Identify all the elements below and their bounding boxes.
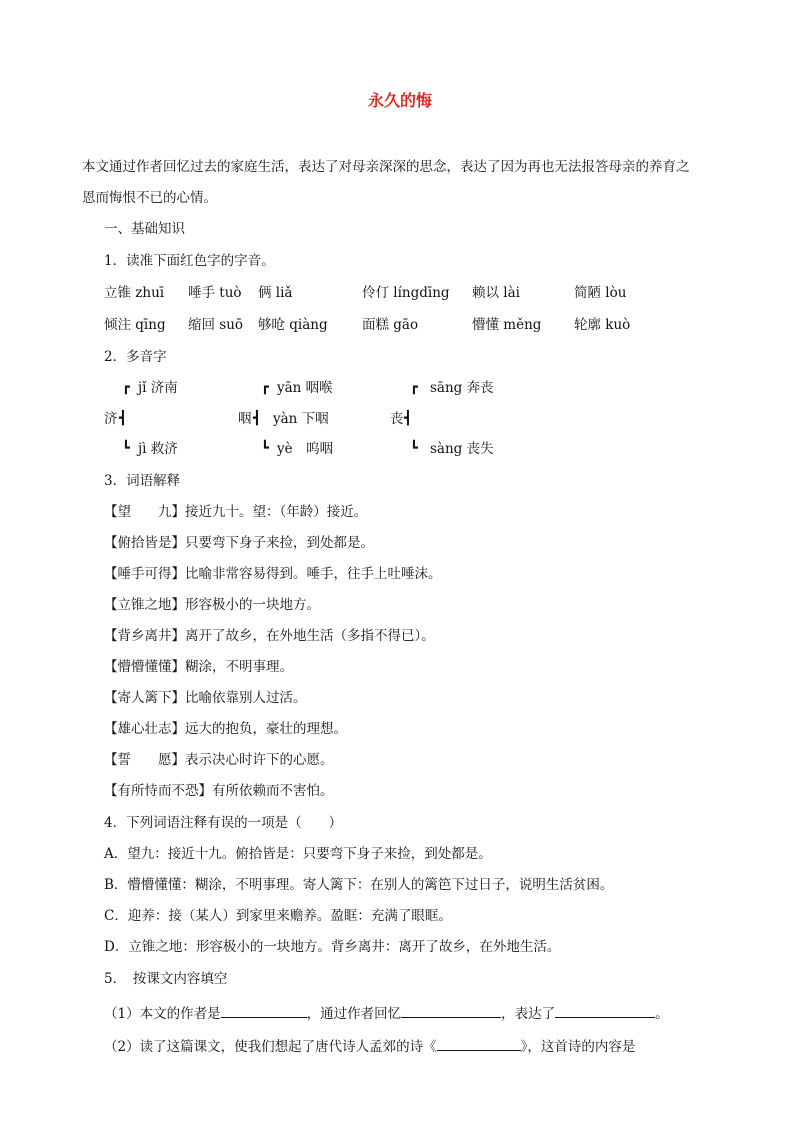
- poem-title-blank[interactable]: [437, 1036, 521, 1051]
- definition-item: 【立锥之地】形容极小的一块地方。: [104, 597, 320, 613]
- q5-sub1: [104, 1003, 669, 1023]
- q4-option-a: A．望九：接近十九。俯拾皆是：只要弯下身子来捡，到处都是。: [104, 846, 492, 862]
- bracket-bottom-icon: ┗: [261, 441, 269, 456]
- pinyin-item: 轮廓 kuò: [574, 317, 631, 333]
- q5-sub1-text-c: ，表达了: [501, 1006, 556, 1022]
- definition-item: 【望 九】接近九十。望：（年龄）接近。: [104, 504, 368, 520]
- q5-sub1-text-d: 。: [655, 1006, 669, 1022]
- polyphone-reading: sāng 奔丧: [430, 380, 494, 396]
- section-heading-basics: 一、基础知识: [104, 221, 185, 237]
- bracket-mid-icon: ┫: [119, 411, 127, 426]
- polyphone-char: 咽: [238, 411, 252, 427]
- bracket-top-icon: ┏: [122, 380, 130, 395]
- definition-item: 【唾手可得】比喻非常容易得到。唾手，往手上吐唾沫。: [104, 566, 442, 582]
- q2-heading: 2．多音字: [104, 349, 167, 365]
- q1-heading: 1．读准下面红色字的字音。: [104, 253, 275, 269]
- document-title: 永久的悔: [367, 91, 432, 110]
- definition-item: 【俯拾皆是】只要弯下身子来捡，到处都是。: [104, 535, 374, 551]
- q5-sub2-text-b: 》，这首诗的内容是: [520, 1039, 636, 1055]
- intro-line-1: 本文通过作者回忆过去的家庭生活，表达了对母亲深深的思念，表达了因为再也无法报答母亲的养育之: [82, 159, 690, 175]
- pinyin-item: 够呛 qiàng: [258, 317, 328, 333]
- bracket-bottom-icon: ┗: [410, 441, 418, 456]
- q4-option-d: D．立锥之地：形容极小的一块地方。背乡离井：离开了故乡，在外地生活。: [104, 939, 561, 955]
- q5-sub1-text-a: （1）本文的作者是: [104, 1006, 221, 1022]
- polyphone-reading: yàn 下咽: [273, 411, 329, 427]
- bracket-top-icon: ┏: [410, 380, 418, 395]
- q4-option-b: B．懵懵懂懂：糊涂，不明事理。寄人篱下：在别人的篱笆下过日子，说明生活贫困。: [104, 877, 614, 893]
- pinyin-item: 面糕 gāo: [362, 317, 419, 333]
- author-blank[interactable]: [221, 1003, 307, 1018]
- definition-item: 【誓 愿】表示决心时许下的心愿。: [104, 752, 334, 768]
- recall-blank[interactable]: [401, 1003, 501, 1018]
- bracket-mid-icon: ┫: [404, 411, 412, 426]
- polyphone-char: 济: [104, 411, 118, 427]
- definition-item: 【懵懵懂懂】糊涂，不明事理。: [104, 659, 293, 675]
- definition-item: 【雄心壮志】远大的抱负，豪壮的理想。: [104, 721, 347, 737]
- q4-heading: 4．下列词语注释有误的一项是（ ）: [104, 815, 343, 831]
- pinyin-item: 缩回 suō: [188, 317, 244, 333]
- bracket-bottom-icon: ┗: [122, 441, 130, 456]
- pinyin-item: 俩 liǎ: [258, 285, 293, 301]
- q4-option-c: C．迎养：接（某人）到家里来赡养。盈眶：充满了眼眶。: [104, 908, 452, 924]
- q5-sub2-text-a: （2）读了这篇课文，使我们想起了唐代诗人孟郊的诗《: [104, 1039, 437, 1055]
- q5-sub1-text-b: ，通过作者回忆: [306, 1006, 402, 1022]
- definition-item: 【有所恃而不恐】有所依赖而不害怕。: [104, 783, 334, 799]
- q5-sub2: [104, 1036, 635, 1056]
- pinyin-item: 赖以 lài: [472, 285, 520, 301]
- q3-heading: 3．词语解释: [104, 473, 181, 489]
- polyphone-reading: yè 呜咽: [277, 441, 334, 457]
- definition-item: 【背乡离井】离开了故乡，在外地生活（多指不得已）。: [104, 628, 435, 644]
- pinyin-item: 倾注 qīng: [104, 317, 166, 333]
- bracket-mid-icon: ┫: [253, 411, 261, 426]
- expressed-blank[interactable]: [555, 1003, 655, 1018]
- pinyin-item: 立锥 zhuī: [104, 285, 165, 301]
- polyphone-reading: sàng 丧失: [430, 441, 494, 457]
- q5-heading: 5． 按课文内容填空: [104, 971, 228, 987]
- pinyin-item: 简陋 lòu: [574, 285, 627, 301]
- pinyin-item: 唾手 tuò: [188, 285, 242, 301]
- bracket-top-icon: ┏: [261, 380, 269, 395]
- pinyin-item: 伶仃 língdīng: [362, 285, 450, 301]
- intro-line-2: 恩而悔恨不已的心情。: [82, 190, 217, 206]
- polyphone-reading: jì 救济: [138, 441, 178, 457]
- polyphone-char: 丧: [390, 411, 404, 427]
- definition-item: 【寄人篱下】比喻依靠别人过活。: [104, 690, 307, 706]
- polyphone-reading: jǐ 济南: [138, 380, 178, 396]
- pinyin-item: 懵懂 měng: [472, 317, 542, 333]
- polyphone-reading: yān 咽喉: [277, 380, 333, 396]
